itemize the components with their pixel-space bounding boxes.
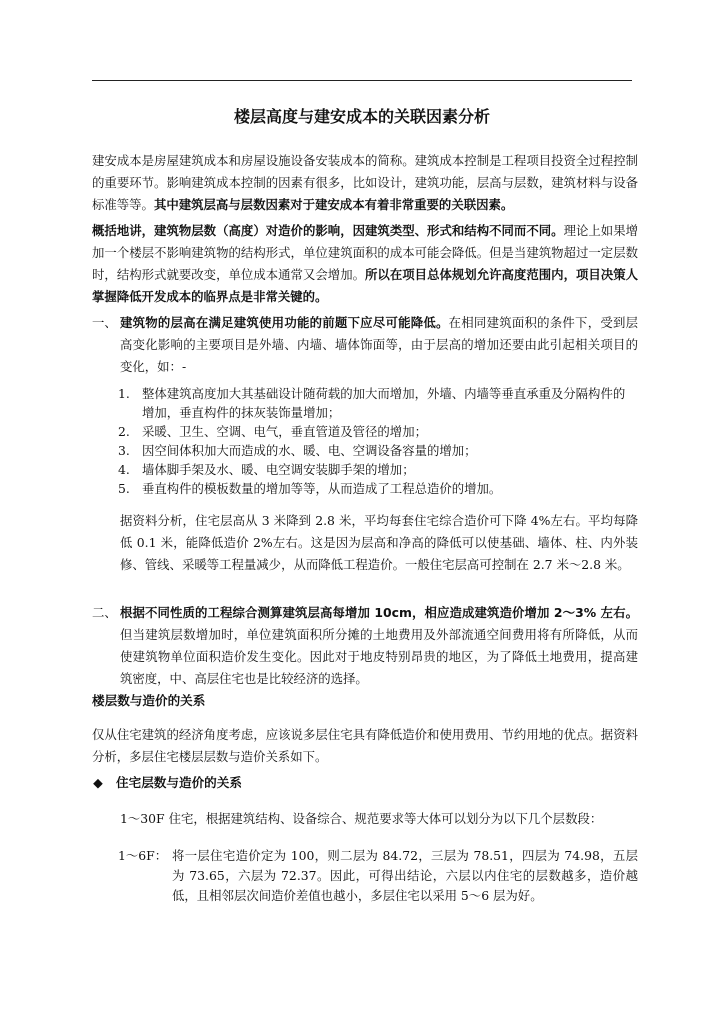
range-label: 1～6F： — [118, 848, 168, 863]
list-item-number: 2. — [118, 424, 130, 439]
summary-text: 理论上如果增加一个楼层不影响建筑物的结构形式，单位建筑面积的成本可能会降低。但是当建筑物超过一定层数时，结构形式就要改变，单位成本通常又会增加。 — [92, 223, 639, 282]
diamond-bullet-icon: ◆ — [93, 775, 103, 790]
range-1-6f — [118, 846, 638, 906]
section-one-bold: 建筑物的层高在满足建筑使用功能的前题下应尽可能降低。 — [120, 315, 449, 330]
page-title: 楼层高度与建安成本的关联因素分析 — [233, 107, 490, 126]
list-item-number: 3. — [118, 443, 130, 458]
bullet-heading-text: 住宅层数与造价的关系 — [116, 775, 242, 790]
section-two — [92, 602, 638, 690]
summary-paragraph — [92, 220, 638, 308]
analysis-paragraph: 据资料分析，住宅层高从 3 米降到 2.8 米，平均每套住宅综合造价可下降 4%左右。平均每降低 0.1 米，能降低造价 2%左右。这是因为层高和净高的降低可以使基础、墙体、柱、内外装修、管线、采暖等工程量减少，从而降低工程造价。一般住宅层高可控制在 2.7 米～2.8 米。 — [120, 513, 638, 572]
intro-bold-text: 其中建筑层高与层数因素对于建安成本有着非常重要的关联因素。 — [153, 197, 514, 212]
list-item-number: 1. — [118, 386, 130, 401]
section-two-number: 二、 — [92, 605, 117, 620]
summary-bold-tail: 所以在项目总体规划允许高度范围内，项目决策人掌握降低开发成本的临界点是非常关键的。 — [92, 267, 639, 304]
section-one-number: 一、 — [92, 315, 117, 330]
impact-list — [118, 384, 636, 498]
section-one-body — [120, 312, 638, 378]
list-item-text: 墙体脚手架及水、暖、电空调安装脚手架的增加； — [142, 462, 415, 477]
range-text: 将一层住宅造价定为 100，则二层为 84.72，三层为 78.51，四层为 74.98，五层为 73.65，六层为 72.37。因此，可得出结论，六层以内住宅的层数越多，造价越低，且相邻层次间造价差值也越小，多层住宅以采用 5～6 层为好。 — [172, 848, 638, 903]
list-item — [118, 422, 636, 441]
list-item-number: 4. — [118, 462, 130, 477]
list-item — [118, 384, 636, 422]
list-item-text: 垂直构件的模板数量的增加等等，从而造成了工程总造价的增加。 — [142, 481, 502, 496]
summary-bold-lead: 概括地讲，建筑物层数（高度）对造价的影响，因建筑类型、形式和结构不同而不同。 — [92, 223, 564, 238]
section-one-text: 在相同建筑面积的条件下，受到层高变化影响的主要项目是外墙、内墙、墙体饰面等，由于层高的增加还要由此引起相关项目的变化，如：- — [120, 315, 639, 374]
header-rule — [92, 80, 632, 81]
list-item — [118, 460, 636, 479]
bullet-heading — [92, 772, 242, 794]
list-item-text: 因空间体积加大而造成的水、暖、电、空调设备容量的增加； — [142, 443, 477, 458]
list-item — [118, 479, 636, 498]
floors-paragraph: 仅从住宅建筑的经济角度考虑，应该说多层住宅具有降低造价和使用费用、节约用地的优点。据资料分析，多层住宅楼层层数与造价关系如下。 — [92, 727, 638, 764]
list-item-text: 采暖、卫生、空调、电气，垂直管道及管径的增加； — [142, 424, 427, 439]
section-two-body — [120, 602, 638, 690]
floors-heading: 楼层数与造价的关系 — [92, 693, 206, 708]
section-one — [92, 312, 638, 378]
list-item — [118, 441, 636, 460]
floors-intro: 1～30F 住宅，根据建筑结构、设备综合、规范要求等大体可以划分为以下几个层数段： — [120, 811, 603, 826]
intro-text: 建安成本是房屋建筑成本和房屋设施设备安装成本的简称。建筑成本控制是工程项目投资全过程控制的重要环节。影响建筑成本控制的因素有很多，比如设计，建筑功能，层高与层数，建筑材料与设备标准等等。 — [92, 153, 638, 212]
intro-paragraph — [92, 150, 638, 216]
list-item-text: 整体建筑高度加大其基础设计随荷载的加大而增加，外墙、内墙等垂直承重及分隔构件的增加，垂直构件的抹灰装饰量增加； — [142, 386, 626, 420]
list-item-number: 5. — [118, 481, 130, 496]
section-two-text: 但当建筑层数增加时，单位建筑面积所分摊的土地费用及外部流通空间费用将有所降低，从而使建筑物单位面积造价发生变化。因此对于地皮特别昂贵的地区，为了降低土地费用，提高建筑密度，中、高层住宅也是比较经济的选择。 — [120, 627, 638, 686]
section-two-bold: 根据不同性质的工程综合测算建筑层高每增加 10cm，相应造成建筑造价增加 2～3% 左右。 — [120, 605, 638, 620]
